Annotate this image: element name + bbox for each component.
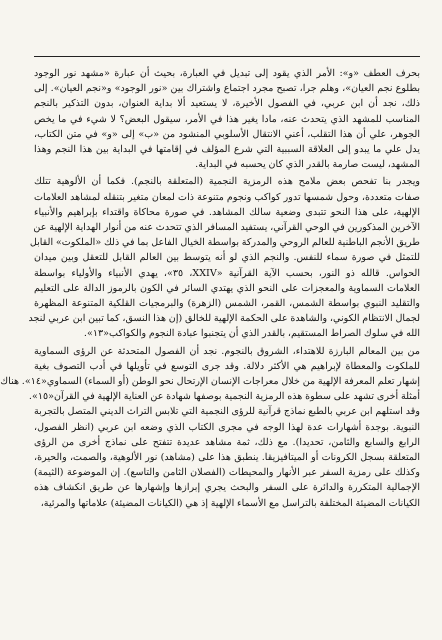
text-line: المشهد، ليست صارمة بالقدر الذي كان يحسبه في البداية. (195, 159, 420, 171)
text-line: يدل علي ما يبدو إلى العلاقة السببية التي شرع المؤلف في إقامتها في البداية بين هذا النجم وهذا (34, 144, 420, 156)
text-line: إشهار تعلم المعرفة الإلهية من خلال معراجات الإنسان الإرتحال نحو الوطن (أو السماء) السماوي«١٤». هناك (0, 376, 420, 388)
text-line: أمثلة أخرى تشهد على سطوة هذه الرمزية النجمية بوصفها شهادة عن العناية الإلهية في القرآن«١٥». (28, 391, 420, 403)
header-rule (34, 56, 420, 57)
text-line: والتقليد النبوي بواسطة الشمس، القمر، الشمس (الزهرة) والبرمجيات القلكية المتنوعة المظهرة (34, 298, 420, 310)
text-line: ذلك، نجد أن ابن عربي، في الفصول الأخيرة، لا يستعيد ألا بداية العنوان، بدون التذكير بالنجم (34, 98, 420, 110)
text-line: الله في سلوك الصراط المستقيم، بالقدر الذي أن يتجنبوا عبادة النجوم والكواكب«١٣». (83, 328, 420, 340)
text-line: وقد استلهم ابن عربي بالطبع نماذج قرآنية للرؤى النجمية التي تلابس التراث الديني المتصل بالتجربة (34, 406, 420, 418)
text-line: الكيانات المضيئة المختلفة بالتراسل مع الأسماء الإلهية إذ هي (الكيانات المضيئة) علاماتها والمرئية، (40, 497, 420, 509)
text-line: المناسب للمشهد الذي يتحدث عنه، مادا يغير هذا في الأمر، سيقول البعض؟ لا شيء في ما يخص (34, 113, 420, 125)
text-line: صفات متعددة، وحول شمسها تدور كواكب ونجوم متنوعة ذات لمعان متغير بتنقله لمشاهد العلامات (34, 191, 420, 203)
text-line: النبوية. بوجدة أشهارات عدة لهذا الوجه في مجرى الكتاب الذي وضعه ابن عربي (انظر الفصول، (34, 421, 420, 433)
text-line: بحرف العطف «و»: الأمر الذي يقود إلى تبديل في العبارة، بحيث أن عبارة «مشهد نور الوجود (34, 68, 420, 79)
paragraph (28, 174, 420, 341)
book-page (0, 56, 420, 630)
text-line: الآخرين المذكورين في الوحي القرآني، يستفيد المسافر الذي تتحدث عنه من أنوار الهداية الإلهية عن (33, 222, 420, 234)
text-line: من بين المعالم البارزة للاهتداء، الشروق بالنجوم. نجد أن الفصول المتحدثة عن الرؤى السماوية (34, 345, 420, 357)
paragraph (34, 66, 420, 172)
paragraph (0, 344, 420, 511)
text-line: طريق الأنجم الباطنية للعالم الروحي والمدركة بواسطة الخيال الفاعل بما في ذلك «الملكوت» القابل (29, 237, 420, 249)
text-line: الجوهر، علي أن هذا التقلب، أعني الانتقال الأسلوبي المنشود من «ب» إلى «و» في متن الكتاب، (34, 128, 420, 140)
body-text (0, 66, 420, 511)
text-line: المتعلقة بسجل الكرونات أو الميتافيزيقا. ينطبق هذا على (مشاهد) نور الألوهية، والصمت، والحيرة، (34, 452, 420, 464)
text-line: بطلوع نجم العيان»، وهلم جرا، تصبح مجرد اجتماع واشتراك بين «نور الوجود» و«نجم العيان». إلى (34, 83, 420, 95)
text-line: وكذلك على رمزية السفر عبر الأنهار والمحيطات (الفصلان الثامن والتاسع). إن الموضوعة (الثيمة) (34, 467, 420, 479)
text-line: الحواس. قالله ذو النور، بحسب الآية القرآنية «XXIV، ٣٥»، يهدي الأنبياء والأولياء بواسطة (34, 267, 420, 279)
text-line: للتمثل في صورة سماء للنفس. والنجم الذي لو أنه يتوسط بين العالم القابل للتعقل وبين ميدان (34, 252, 420, 264)
text-line: ويجدر بنا تفحص بعض ملامح هذه الرمزية النجمية (المتعلقة بالنجم). فكما أن الألوهية تتلك (34, 176, 420, 188)
text-line: لجمال الانتظام الكوني، والشاهدة على الحكمة الإلهية للخالق (إن هذا النسق، كما تبين ابن عربي لنجد (28, 313, 420, 325)
text-line: العلامات السماوية والمعجزات على النحو الذي يهتدي السائر في الكون بالرموز الدالة على التعليم (34, 282, 420, 294)
text-line: للملكوت والمعطاة لإبراهيم هي الأكثر دلالة. وقد جرى التوسع في تأويلها في أدب التصوف بغية (34, 360, 420, 372)
text-line: الإجمالية المتكررة والدائرة على السفر والبحث يجري إبرازها وإشهارها عن طريق انكشاف هذه (34, 482, 420, 494)
text-line: الرابع والسابع والثامن، تحديدا). مع ذلك، ثمة مشاهد عديدة تتفتح على نماذج أخرى من الرؤى (34, 436, 420, 448)
text-line: الإلهية، على هذا النحو تتبدى وضعية سالك المشاهد. في صورة محاكاة واقتداء بإبراهيم والأنبياء (34, 206, 420, 218)
